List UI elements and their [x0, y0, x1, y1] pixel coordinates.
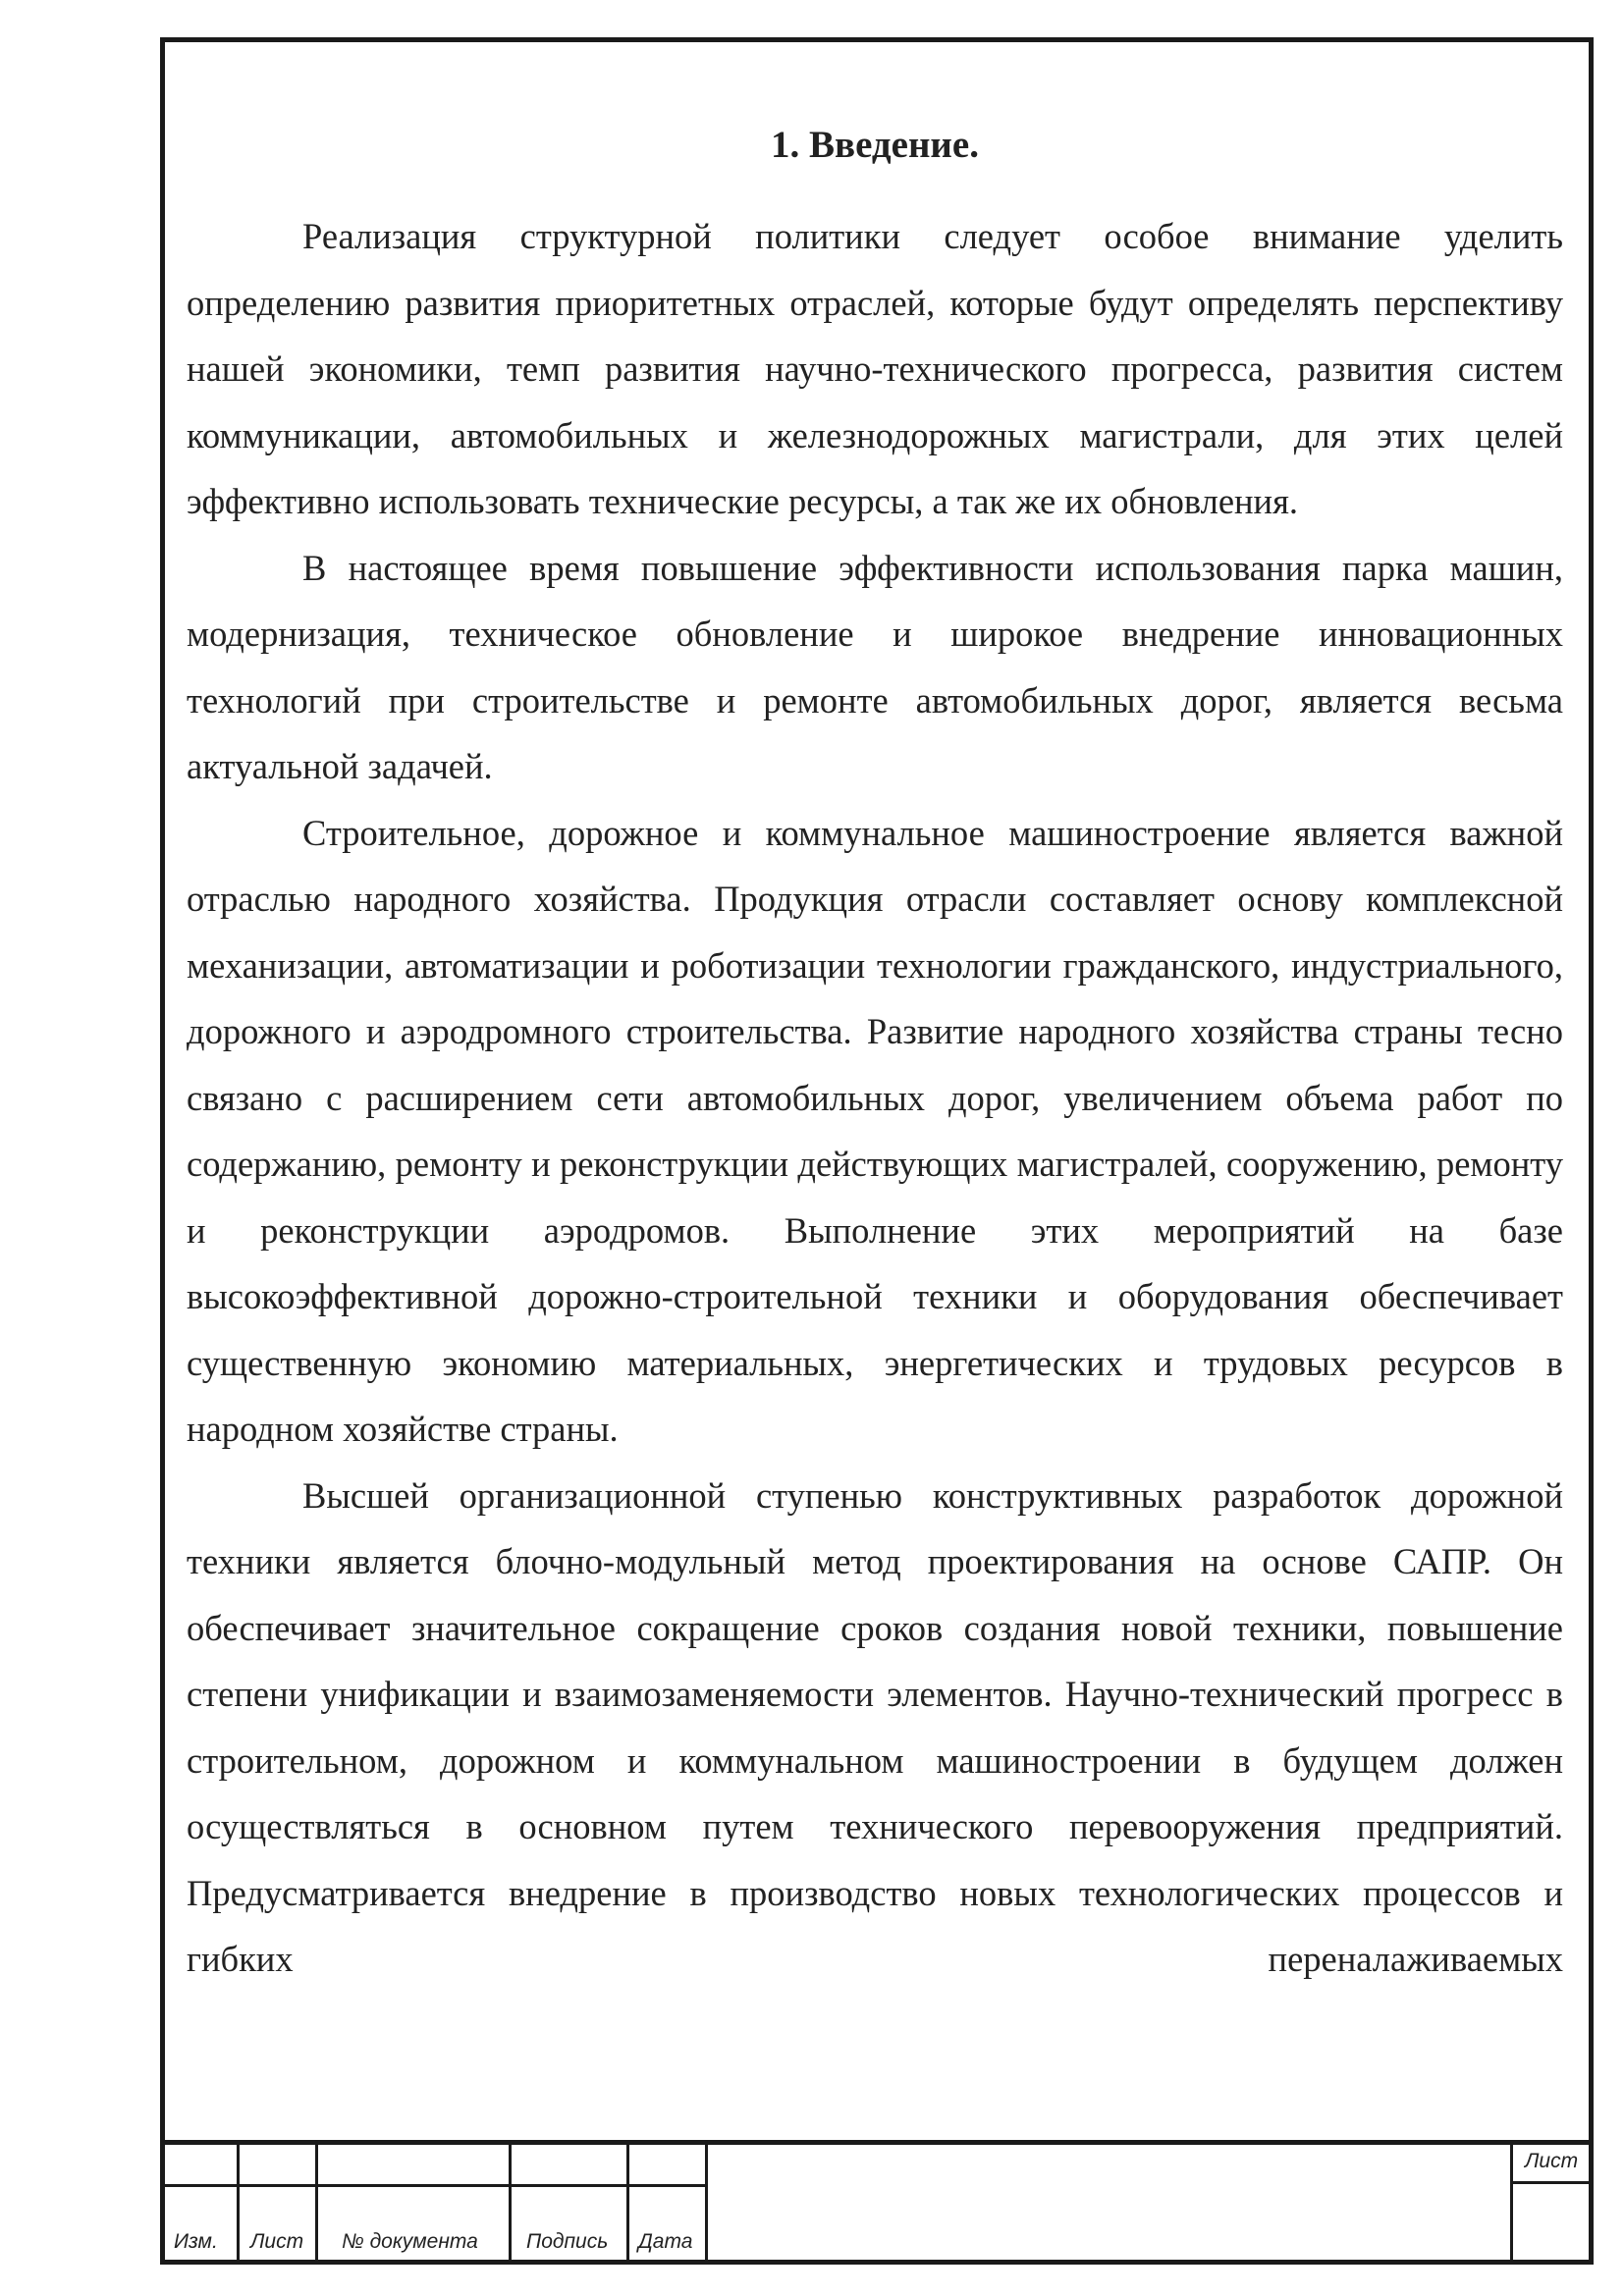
- stamp-col-divider: [626, 2140, 629, 2265]
- stamp-doc-number-label: № документа: [342, 2230, 478, 2253]
- paragraph: Строительное, дорожное и коммунальное машиностроение является важной отраслью народного хозяйства. Продукция отрасли составляет основу комплексной механизации, автоматизации и роботизации технологии гражданского, индустриального, дорожного и аэродромного строительства. Развитие народного хозяйства страны тесно связано с расширением сети автомобильных дорог, увеличением объема работ по содержанию, ремонту и реконструкции действующих магистралей, сооружению, ремонту и реконструкции аэродромов. Выполнение этих мероприятий на базе высокоэффективной дорожно-строительной техники и оборудования обеспечивает существенную экономию материальных, энергетических и трудовых ресурсов в народном хозяйстве страны.: [187, 812, 1563, 1449]
- paragraph: В настоящее время повышение эффективности использования парка машин, модернизация, техническое обновление и широкое внедрение инновационных технологий при строительстве и ремонте автомобильных дорог, является весьма актуальной задачей.: [187, 547, 1563, 786]
- title-block-stamp: [160, 2140, 1594, 2265]
- stamp-col-divider: [237, 2140, 240, 2265]
- stamp-list-label: Лист: [250, 2230, 304, 2253]
- stamp-col-divider: [1510, 2140, 1513, 2265]
- stamp-date-label: Дата: [638, 2230, 693, 2253]
- stamp-col-divider: [509, 2140, 512, 2265]
- section-title: 1. Введение.: [771, 124, 979, 166]
- paragraph: Реализация структурной политики следует особое внимание уделить определению развития приоритетных отраслей, которые будут определять перспективу нашей экономики, темп развития научно-технического прогресса, развития систем коммуникации, автомобильных и железнодорожных магистрали, для этих целей эффективно использовать технические ресурсы, а так же их обновления.: [187, 216, 1563, 521]
- document-body: [187, 123, 1563, 1993]
- paragraph: Высшей организационной ступенью конструктивных разработок дорожной техники является блочно-модульный метод проектирования на основе САПР. Он обеспечивает значительное сокращение сроков создания новой техники, повышение степени унификации и взаимозаменяемости элементов. Научно-технический прогресс в строительном, дорожном и коммунальном машиностроении в будущем должен осуществляться в основном путем технического перевооружения предприятий. Предусматривается внедрение в производство новых технологических процессов и гибких переналаживаемых: [187, 1474, 1563, 1979]
- sheet-cell-divider: [1510, 2181, 1594, 2184]
- stamp-sheet-label: Лист: [1525, 2150, 1579, 2172]
- stamp-col-divider: [705, 2140, 708, 2265]
- stamp-col-divider: [315, 2140, 318, 2265]
- stamp-signature-label: Подпись: [526, 2230, 609, 2253]
- stamp-top-border: [160, 2140, 1594, 2145]
- stamp-izm-label: Изм.: [174, 2230, 218, 2253]
